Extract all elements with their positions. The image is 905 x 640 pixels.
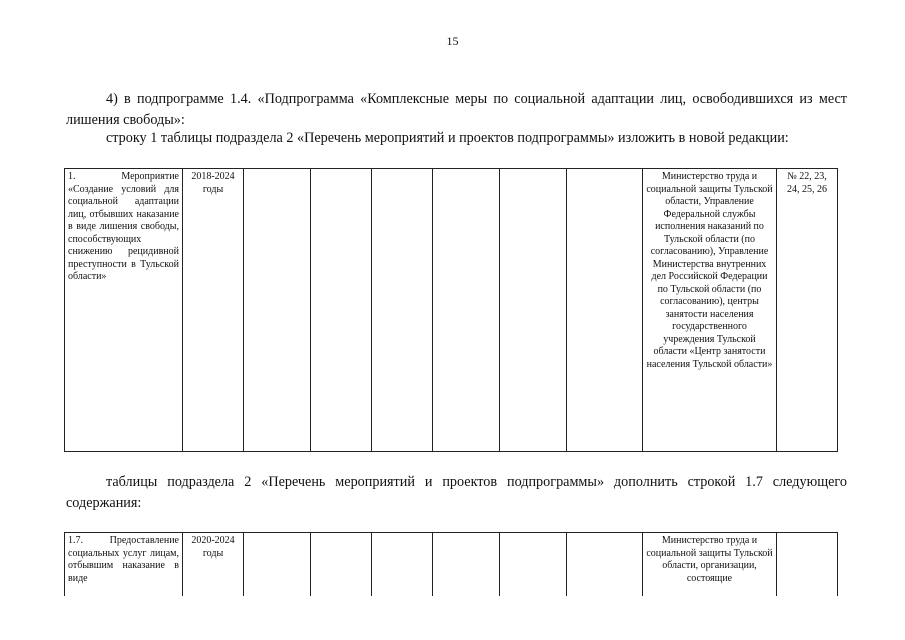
empty-cell (567, 169, 643, 452)
empty-cell (311, 533, 372, 597)
empty-cell (500, 533, 567, 597)
empty-cell (372, 533, 433, 597)
empty-cell (433, 169, 500, 452)
measures-table-row-1 (64, 168, 838, 452)
amendment-paragraph-subprogram: 4) в подпрограмме 1.4. «Подпрограмма «Комплексные меры по социальной адаптации лиц, освободившихся из мест лишения свободы»: (66, 91, 847, 128)
page-number: 15 (446, 34, 459, 48)
empty-cell (244, 533, 311, 597)
measure-name-cell: 1. Мероприятие «Создание условий для социальной адаптации лиц, отбывших наказание в виде лишения свободы, способствующих снижению рецидивной преступности в Тульской области» (65, 169, 183, 452)
indicator-refs-cell: № 22, 23, 24, 25, 26 (777, 169, 838, 452)
amendment-paragraph-row17: таблицы подраздела 2 «Перечень мероприятий и проектов подпрограммы» дополнить строкой 1.7 следующего содержания: (66, 474, 847, 511)
measure-name-cell: 1.7. Предоставление социальных услуг лицам, отбывшим наказание в виде (65, 533, 183, 597)
measures-table-row-1-7 (64, 532, 838, 596)
period-cell: 2018-2024 годы (183, 169, 244, 452)
empty-cell (433, 533, 500, 597)
empty-cell (500, 169, 567, 452)
empty-cell (311, 169, 372, 452)
amendment-paragraph-row1: строку 1 таблицы подраздела 2 «Перечень мероприятий и проектов подпрограммы» изложить в новой редакции: (106, 130, 789, 146)
indicator-refs-cell (777, 533, 838, 597)
empty-cell (372, 169, 433, 452)
empty-cell (567, 533, 643, 597)
period-cell: 2020-2024 годы (183, 533, 244, 597)
responsible-cell: Министерство труда и социальной защиты Тульской области, организации, состоящие (643, 533, 777, 597)
responsible-cell: Министерство труда и социальной защиты Тульской области, Управление Федеральной службы исполнения наказаний по Тульской области (по согласованию), Управление Министерства внутренних дел Российской Федерации по Тульской области (по согласованию), центры занятости населения государственного учреждения Тульской области «Центр занятости населения Тульской области» (643, 169, 777, 452)
empty-cell (244, 169, 311, 452)
